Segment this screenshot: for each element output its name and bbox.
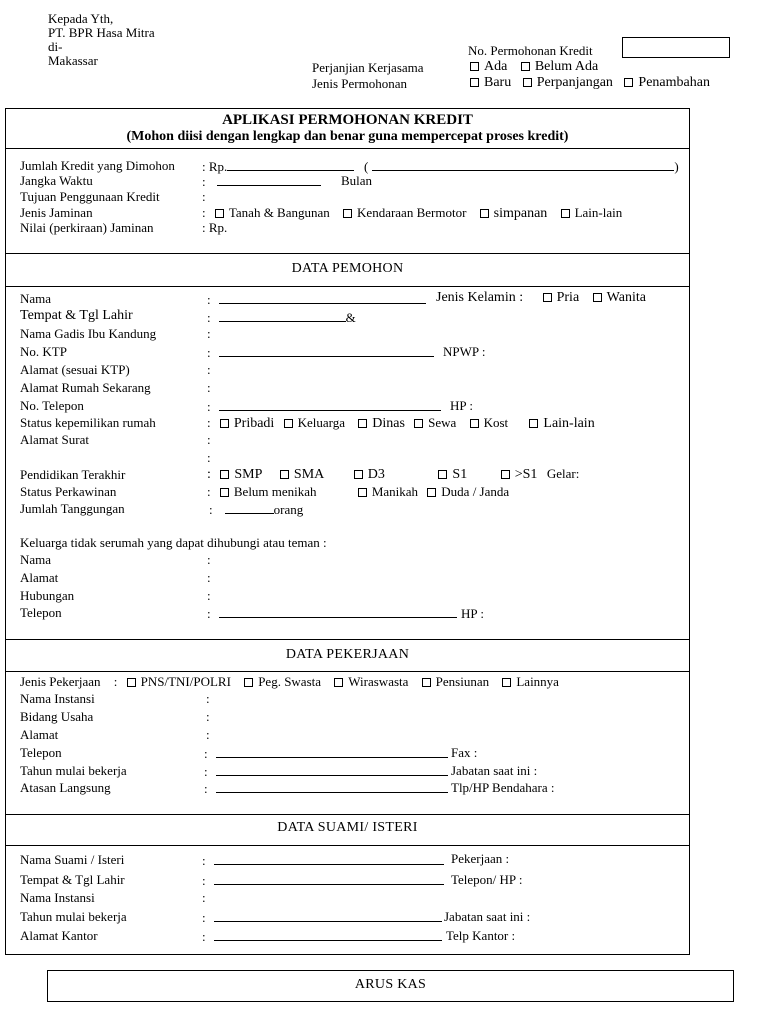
ampersand: &	[345, 310, 356, 325]
tempat-lahir-label: Tempat & Tgl Lahir	[20, 308, 133, 323]
keluarga-hp-label: HP :	[461, 606, 484, 621]
keluarga-note: Keluarga tidak serumah yang dapat dihubungi atau teman :	[20, 535, 327, 550]
alamat-surat-label: Alamat Surat	[20, 432, 89, 447]
divider	[5, 814, 690, 815]
instansi-colon: :	[206, 691, 210, 706]
tujuan-kredit-label: Tujuan Penggunaan Kredit	[20, 189, 160, 204]
alamat-ktp-label: Alamat (sesuai KTP)	[20, 362, 130, 377]
checkbox-icon	[354, 470, 363, 479]
address-line: Makassar	[48, 53, 98, 68]
keluarga-nama-colon: :	[207, 552, 211, 567]
tempat-lahir-suami-label: Tempat & Tgl Lahir	[20, 872, 125, 887]
gelar-label: Gelar:	[546, 466, 580, 481]
jenis-kelamin-label: Jenis Kelamin :	[436, 290, 524, 305]
perkawinan-option-duda[interactable]: Duda / Janda	[427, 484, 509, 499]
tempat-lahir-input[interactable]	[219, 310, 346, 322]
checkbox-icon	[280, 470, 289, 479]
keluarga-telepon-label: Telepon	[20, 605, 62, 620]
checkbox-icon	[470, 78, 479, 87]
no-permohonan-input[interactable]	[622, 37, 730, 58]
tahun-suami-label: Tahun mulai bekerja	[20, 909, 127, 924]
jumlah-kredit-label: Jumlah Kredit yang Dimohon	[20, 158, 175, 173]
keluarga-telepon-input[interactable]	[219, 606, 457, 618]
jenis-option-penambahan[interactable]: Penambahan	[624, 75, 710, 90]
form-title: APLIKASI PERMOHONAN KREDIT	[222, 112, 473, 128]
tanggungan-input[interactable]	[225, 502, 274, 514]
pekerjaan-option-wiraswasta[interactable]: Wiraswasta	[334, 674, 408, 689]
jangka-waktu-label: Jangka Waktu	[20, 173, 93, 188]
form-subtitle: (Mohon diisi dengan lengkap dan benar guna mempercepat proses kredit)	[126, 129, 569, 144]
nama-input[interactable]	[219, 292, 426, 304]
atasan-row: :	[204, 781, 448, 796]
divider	[5, 286, 690, 287]
pekerjaan-option-pensiunan[interactable]: Pensiunan	[422, 674, 489, 689]
jenis-jaminan-label: Jenis Jaminan	[20, 205, 93, 220]
instansi-label: Nama Instansi	[20, 691, 95, 706]
checkbox-icon	[438, 470, 447, 479]
keluarga-hubungan-colon: :	[207, 588, 211, 603]
bidang-usaha-colon: :	[206, 709, 210, 724]
jumlah-kredit-input[interactable]	[227, 159, 354, 171]
tanggungan-label: Jumlah Tanggungan	[20, 501, 125, 516]
checkbox-icon	[593, 293, 602, 302]
pekerjaan-option-swasta[interactable]: Peg. Swasta	[244, 674, 321, 689]
perkawinan-option-menikah[interactable]: Manikah	[358, 484, 418, 499]
instansi-suami-label: Nama Instansi	[20, 890, 95, 905]
checkbox-icon	[561, 209, 570, 218]
checkbox-icon	[358, 419, 367, 428]
tempat-lahir-suami-input[interactable]	[214, 873, 444, 885]
checkbox-icon	[334, 678, 343, 687]
checkbox-icon	[244, 678, 253, 687]
pendidikan-label: Pendidikan Terakhir	[20, 467, 126, 482]
alamat-kantor-label: Alamat Kantor	[20, 928, 98, 943]
alamat-rumah-colon: :	[207, 380, 211, 395]
jenis-jaminan-options: : Tanah & Bangunan Kendaraan Bermotor simpanan Lain-lain	[202, 205, 623, 221]
perkawinan-option-belum[interactable]: Belum menikah	[220, 484, 317, 499]
rumah-option-pribadi[interactable]: Pribadi	[220, 416, 274, 431]
jumlah-kredit-row: : Rp.	[202, 159, 354, 174]
pendidikan-option-d3[interactable]: D3	[354, 467, 385, 482]
jenis-pekerjaan-label: Jenis Pekerjaan	[20, 674, 101, 689]
alamat-rumah-label: Alamat Rumah Sekarang	[20, 380, 151, 395]
checkbox-icon	[284, 419, 293, 428]
checkbox-icon	[215, 209, 224, 218]
perkawinan-label: Status Perkawinan	[20, 484, 117, 499]
jenis-kelamin-row	[436, 291, 646, 305]
checkbox-icon	[427, 488, 436, 497]
alamat-surat-colon: :	[207, 432, 211, 447]
checkbox-icon	[343, 209, 352, 218]
perjanjian-option-ada[interactable]: Ada	[470, 59, 507, 74]
checkbox-icon	[624, 78, 633, 87]
ibu-kandung-label: Nama Gadis Ibu Kandung	[20, 326, 157, 341]
checkbox-icon	[502, 678, 511, 687]
pendidikan-option-s1-plus[interactable]: >S1	[501, 467, 538, 482]
nama-row: :	[207, 292, 426, 307]
jaminan-option-tanah[interactable]: Tanah & Bangunan	[215, 205, 330, 220]
nilai-jaminan-label: Nilai (perkiraan) Jaminan	[20, 220, 154, 235]
address-line: di-	[48, 39, 63, 54]
telepon-kerja-input[interactable]	[216, 746, 448, 758]
checkbox-icon	[414, 419, 423, 428]
keluarga-telepon-row: :	[207, 606, 457, 621]
rumah-option-dinas[interactable]: Dinas	[358, 416, 405, 431]
pendidikan-option-s1[interactable]: S1	[438, 467, 467, 482]
rumah-option-kost[interactable]: Kost	[470, 415, 509, 430]
checkbox-icon	[358, 488, 367, 497]
no-permohonan-label: No. Permohonan Kredit	[468, 43, 593, 58]
jangka-waktu-input[interactable]	[217, 174, 321, 186]
rp-label: Rp.	[208, 220, 228, 235]
ktp-row: :	[207, 345, 434, 360]
jaminan-option-kendaraan[interactable]: Kendaraan Bermotor	[343, 205, 466, 220]
hp-label: HP :	[450, 398, 473, 413]
kelamin-option-wanita[interactable]: Wanita	[593, 290, 646, 305]
perjanjian-option-belum-ada[interactable]: Belum Ada	[521, 59, 598, 74]
telp-kantor-label: Telp Kantor :	[446, 928, 516, 943]
jenis-permohonan-label: Jenis Permohonan	[312, 76, 407, 91]
checkbox-icon	[521, 62, 530, 71]
jenis-pekerjaan-row: Jenis Pekerjaan : PNS/TNI/POLRI Peg. Swasta Wiraswasta Pensiunan Lainnya	[20, 674, 559, 689]
jangka-waktu-row: :	[202, 174, 321, 189]
checkbox-icon	[127, 678, 136, 687]
checkbox-icon	[480, 209, 489, 218]
close-paren: )	[674, 159, 679, 174]
atasan-input[interactable]	[216, 781, 448, 793]
telepon-row: :	[207, 399, 441, 414]
divider	[5, 253, 690, 254]
terbilang-input[interactable]	[372, 159, 674, 171]
section-title-suami: DATA SUAMI/ ISTERI	[277, 820, 418, 835]
pekerjaan-suami-label: Pekerjaan :	[451, 851, 510, 866]
alamat-ktp-colon: :	[207, 362, 211, 377]
bidang-usaha-label: Bidang Usaha	[20, 709, 94, 724]
checkbox-icon	[470, 419, 479, 428]
jenis-permohonan-options	[470, 76, 710, 90]
rumah-option-sewa[interactable]: Sewa	[414, 415, 456, 430]
checkbox-icon	[501, 470, 510, 479]
alamat-kantor-row: :	[202, 929, 442, 944]
tujuan-kredit-colon: :	[202, 189, 206, 204]
open-paren: (	[364, 159, 369, 174]
checkbox-icon	[220, 419, 229, 428]
instansi-suami-colon: :	[202, 890, 206, 905]
tempat-lahir-suami-row: :	[202, 873, 444, 888]
recipient-address	[48, 12, 155, 68]
section-title-pekerjaan: DATA PEKERJAAN	[285, 647, 410, 662]
bendahara-label: Tlp/HP Bendahara :	[451, 780, 555, 795]
checkbox-icon	[529, 419, 538, 428]
orang-label: orang	[273, 502, 304, 517]
alamat-surat-colon-2: :	[207, 450, 211, 465]
ktp-input[interactable]	[219, 345, 434, 357]
tahun-suami-row: :	[202, 910, 442, 925]
perjanjian-label: Perjanjian Kerjasama	[312, 60, 424, 75]
terbilang-row	[364, 159, 679, 174]
telepon-kerja-row: :	[204, 746, 448, 761]
rp-label: Rp.	[208, 159, 228, 174]
address-line: Kepada Yth,	[48, 11, 114, 26]
fax-label: Fax :	[451, 745, 478, 760]
perkawinan-options: : Belum menikah Manikah Duda / Janda	[207, 484, 510, 499]
jenis-option-perpanjangan[interactable]: Perpanjangan	[523, 75, 613, 90]
telepon-input[interactable]	[219, 399, 441, 411]
divider	[5, 639, 690, 640]
divider	[5, 671, 690, 672]
jaminan-option-lain[interactable]: Lain-lain	[561, 205, 623, 220]
section-title-arus-kas: ARUS KAS	[354, 977, 427, 992]
rumah-option-lain[interactable]: Lain-lain	[529, 416, 594, 431]
atasan-label: Atasan Langsung	[20, 780, 111, 795]
telepon-suami-label: Telepon/ HP :	[451, 872, 523, 887]
checkbox-icon	[220, 470, 229, 479]
checkbox-icon	[422, 678, 431, 687]
tahun-suami-input[interactable]	[214, 910, 442, 922]
pendidikan-options: : SMP SMA D3 S1 >S1 Gelar:	[207, 466, 580, 482]
keluarga-alamat-label: Alamat	[20, 570, 59, 585]
npwp-label: NPWP :	[443, 344, 486, 359]
telepon-label: No. Telepon	[20, 398, 84, 413]
tahun-kerja-input[interactable]	[216, 764, 448, 776]
rumah-option-keluarga[interactable]: Keluarga	[284, 415, 345, 430]
ibu-kandung-colon: :	[207, 326, 211, 341]
checkbox-icon	[523, 78, 532, 87]
pendidikan-option-sma[interactable]: SMA	[280, 467, 324, 482]
checkbox-icon	[543, 293, 552, 302]
kelamin-option-pria[interactable]: Pria	[543, 290, 580, 305]
divider	[5, 148, 690, 149]
telepon-kerja-label: Telepon	[20, 745, 62, 760]
address-line: PT. BPR Hasa Mitra	[48, 25, 155, 40]
bulan-label: Bulan	[341, 173, 373, 188]
nama-label: Nama	[20, 291, 52, 306]
jenis-option-baru[interactable]: Baru	[470, 75, 511, 90]
pekerjaan-option-pns[interactable]: PNS/TNI/POLRI	[127, 674, 231, 689]
nama-suami-row: :	[202, 853, 444, 868]
status-rumah-label: Status kepemilikan rumah	[20, 415, 156, 430]
divider	[5, 845, 690, 846]
ktp-label: No. KTP	[20, 344, 67, 359]
status-rumah-options: : Pribadi Keluarga Dinas Sewa Kost Lain-lain	[207, 415, 595, 431]
tahun-kerja-row: :	[204, 764, 448, 779]
alamat-kerja-colon: :	[206, 727, 210, 742]
nama-suami-input[interactable]	[214, 853, 444, 865]
nilai-jaminan-row: : Rp.	[202, 220, 228, 235]
pekerjaan-option-lainnya[interactable]: Lainnya	[502, 674, 559, 689]
checkbox-icon	[220, 488, 229, 497]
tempat-lahir-row: : &	[207, 310, 356, 325]
jaminan-option-simpanan[interactable]: simpanan	[480, 206, 548, 221]
alamat-kerja-label: Alamat	[20, 727, 59, 742]
tahun-kerja-label: Tahun mulai bekerja	[20, 763, 127, 778]
keluarga-alamat-colon: :	[207, 570, 211, 585]
nama-suami-label: Nama Suami / Isteri	[20, 852, 125, 867]
perjanjian-options	[470, 60, 608, 74]
alamat-kantor-input[interactable]	[214, 929, 442, 941]
jabatan-suami-label: Jabatan saat ini :	[444, 909, 531, 924]
keluarga-hubungan-label: Hubungan	[20, 588, 75, 603]
keluarga-nama-label: Nama	[20, 552, 52, 567]
checkbox-icon	[470, 62, 479, 71]
pendidikan-option-smp[interactable]: SMP	[220, 467, 262, 482]
jabatan-label: Jabatan saat ini :	[451, 763, 538, 778]
tanggungan-row: : orang	[209, 502, 304, 517]
section-title-pemohon: DATA PEMOHON	[291, 261, 404, 276]
